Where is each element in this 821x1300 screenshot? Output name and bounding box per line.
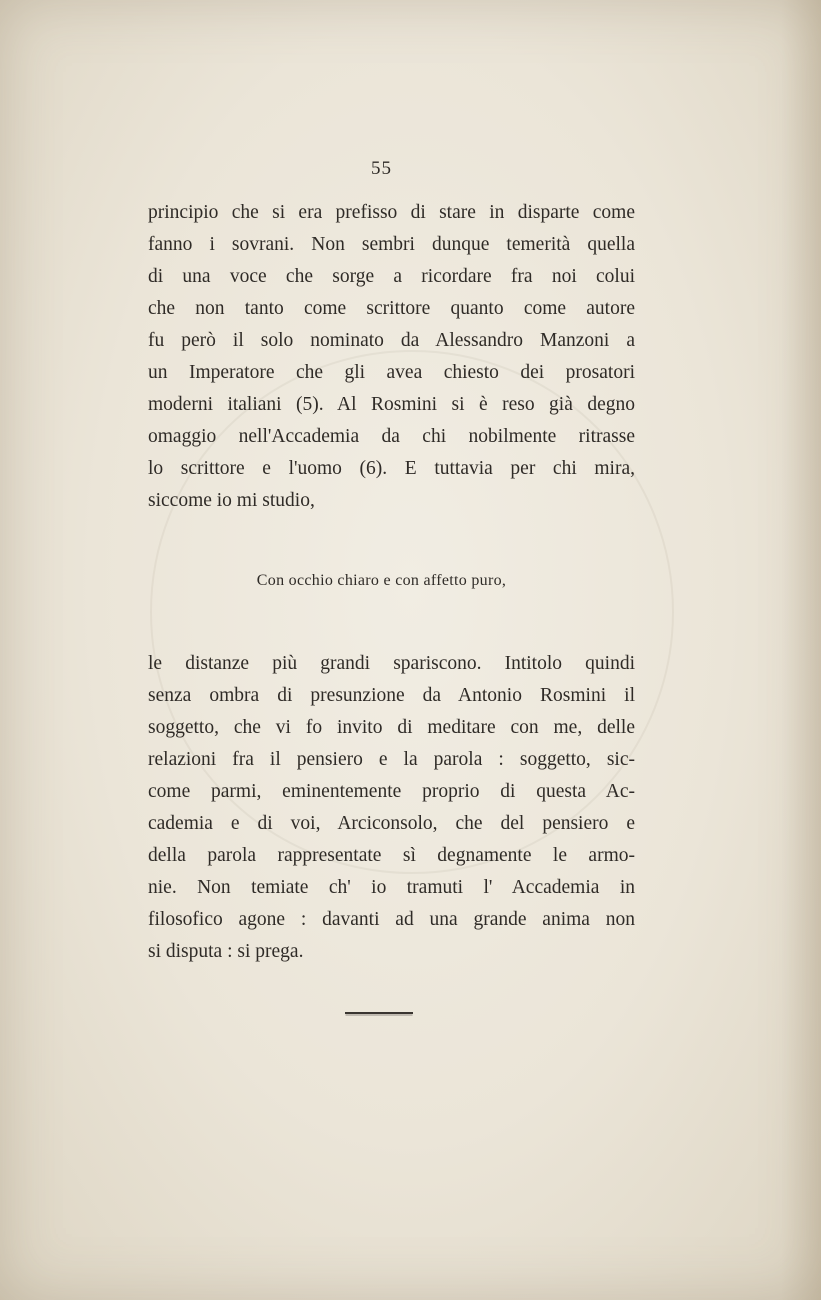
- text-line: filosofico agone : davanti ad una grande anima non: [148, 909, 635, 930]
- text-line: un Imperatore che gli avea chiesto dei prosatori: [148, 362, 635, 383]
- text-line: di una voce che sorge a ricordare fra noi colui: [148, 266, 635, 287]
- text-line: come parmi, eminentemente proprio di questa Ac-: [148, 781, 635, 802]
- text-line: fanno i sovrani. Non sembri dunque temerità quella: [148, 234, 635, 255]
- text-line: lo scrittore e l'uomo (6). E tuttavia per chi mira,: [148, 458, 635, 479]
- text-line: senza ombra di presunzione da Antonio Rosmini il: [148, 685, 635, 706]
- text-line: della parola rappresentate sì degnamente le armo-: [148, 845, 635, 866]
- text-line: omaggio nell'Accademia da chi nobilmente ritrasse: [148, 426, 635, 447]
- section-divider: [345, 1012, 413, 1014]
- text-line: principio che si era prefisso di stare in disparte come: [148, 202, 635, 223]
- text-line: si disputa : si prega.: [148, 941, 304, 962]
- text-line: nie. Non temiate ch' io tramuti l' Accademia in: [148, 877, 635, 898]
- page-edge-shadow: [781, 0, 821, 1300]
- paragraph-1: [148, 197, 635, 517]
- text-line: soggetto, che vi fo invito di meditare con me, delle: [148, 717, 635, 738]
- text-line: moderni italiani (5). Al Rosmini si è reso già degno: [148, 394, 635, 415]
- text-line: cademia e di voi, Arciconsolo, che del pensiero e: [148, 813, 635, 834]
- paragraph-2: [148, 648, 635, 968]
- quotation: Con occhio chiaro e con affetto puro,: [256, 572, 507, 589]
- text-line: le distanze più grandi spariscono. Intitolo quindi: [148, 653, 635, 674]
- text-line: che non tanto come scrittore quanto come autore: [148, 298, 635, 319]
- text-line: fu però il solo nominato da Alessandro Manzoni a: [148, 330, 635, 351]
- text-line: relazioni fra il pensiero e la parola : soggetto, sic-: [148, 749, 635, 770]
- page-number: 55: [371, 158, 392, 179]
- text-line: siccome io mi studio,: [148, 490, 315, 511]
